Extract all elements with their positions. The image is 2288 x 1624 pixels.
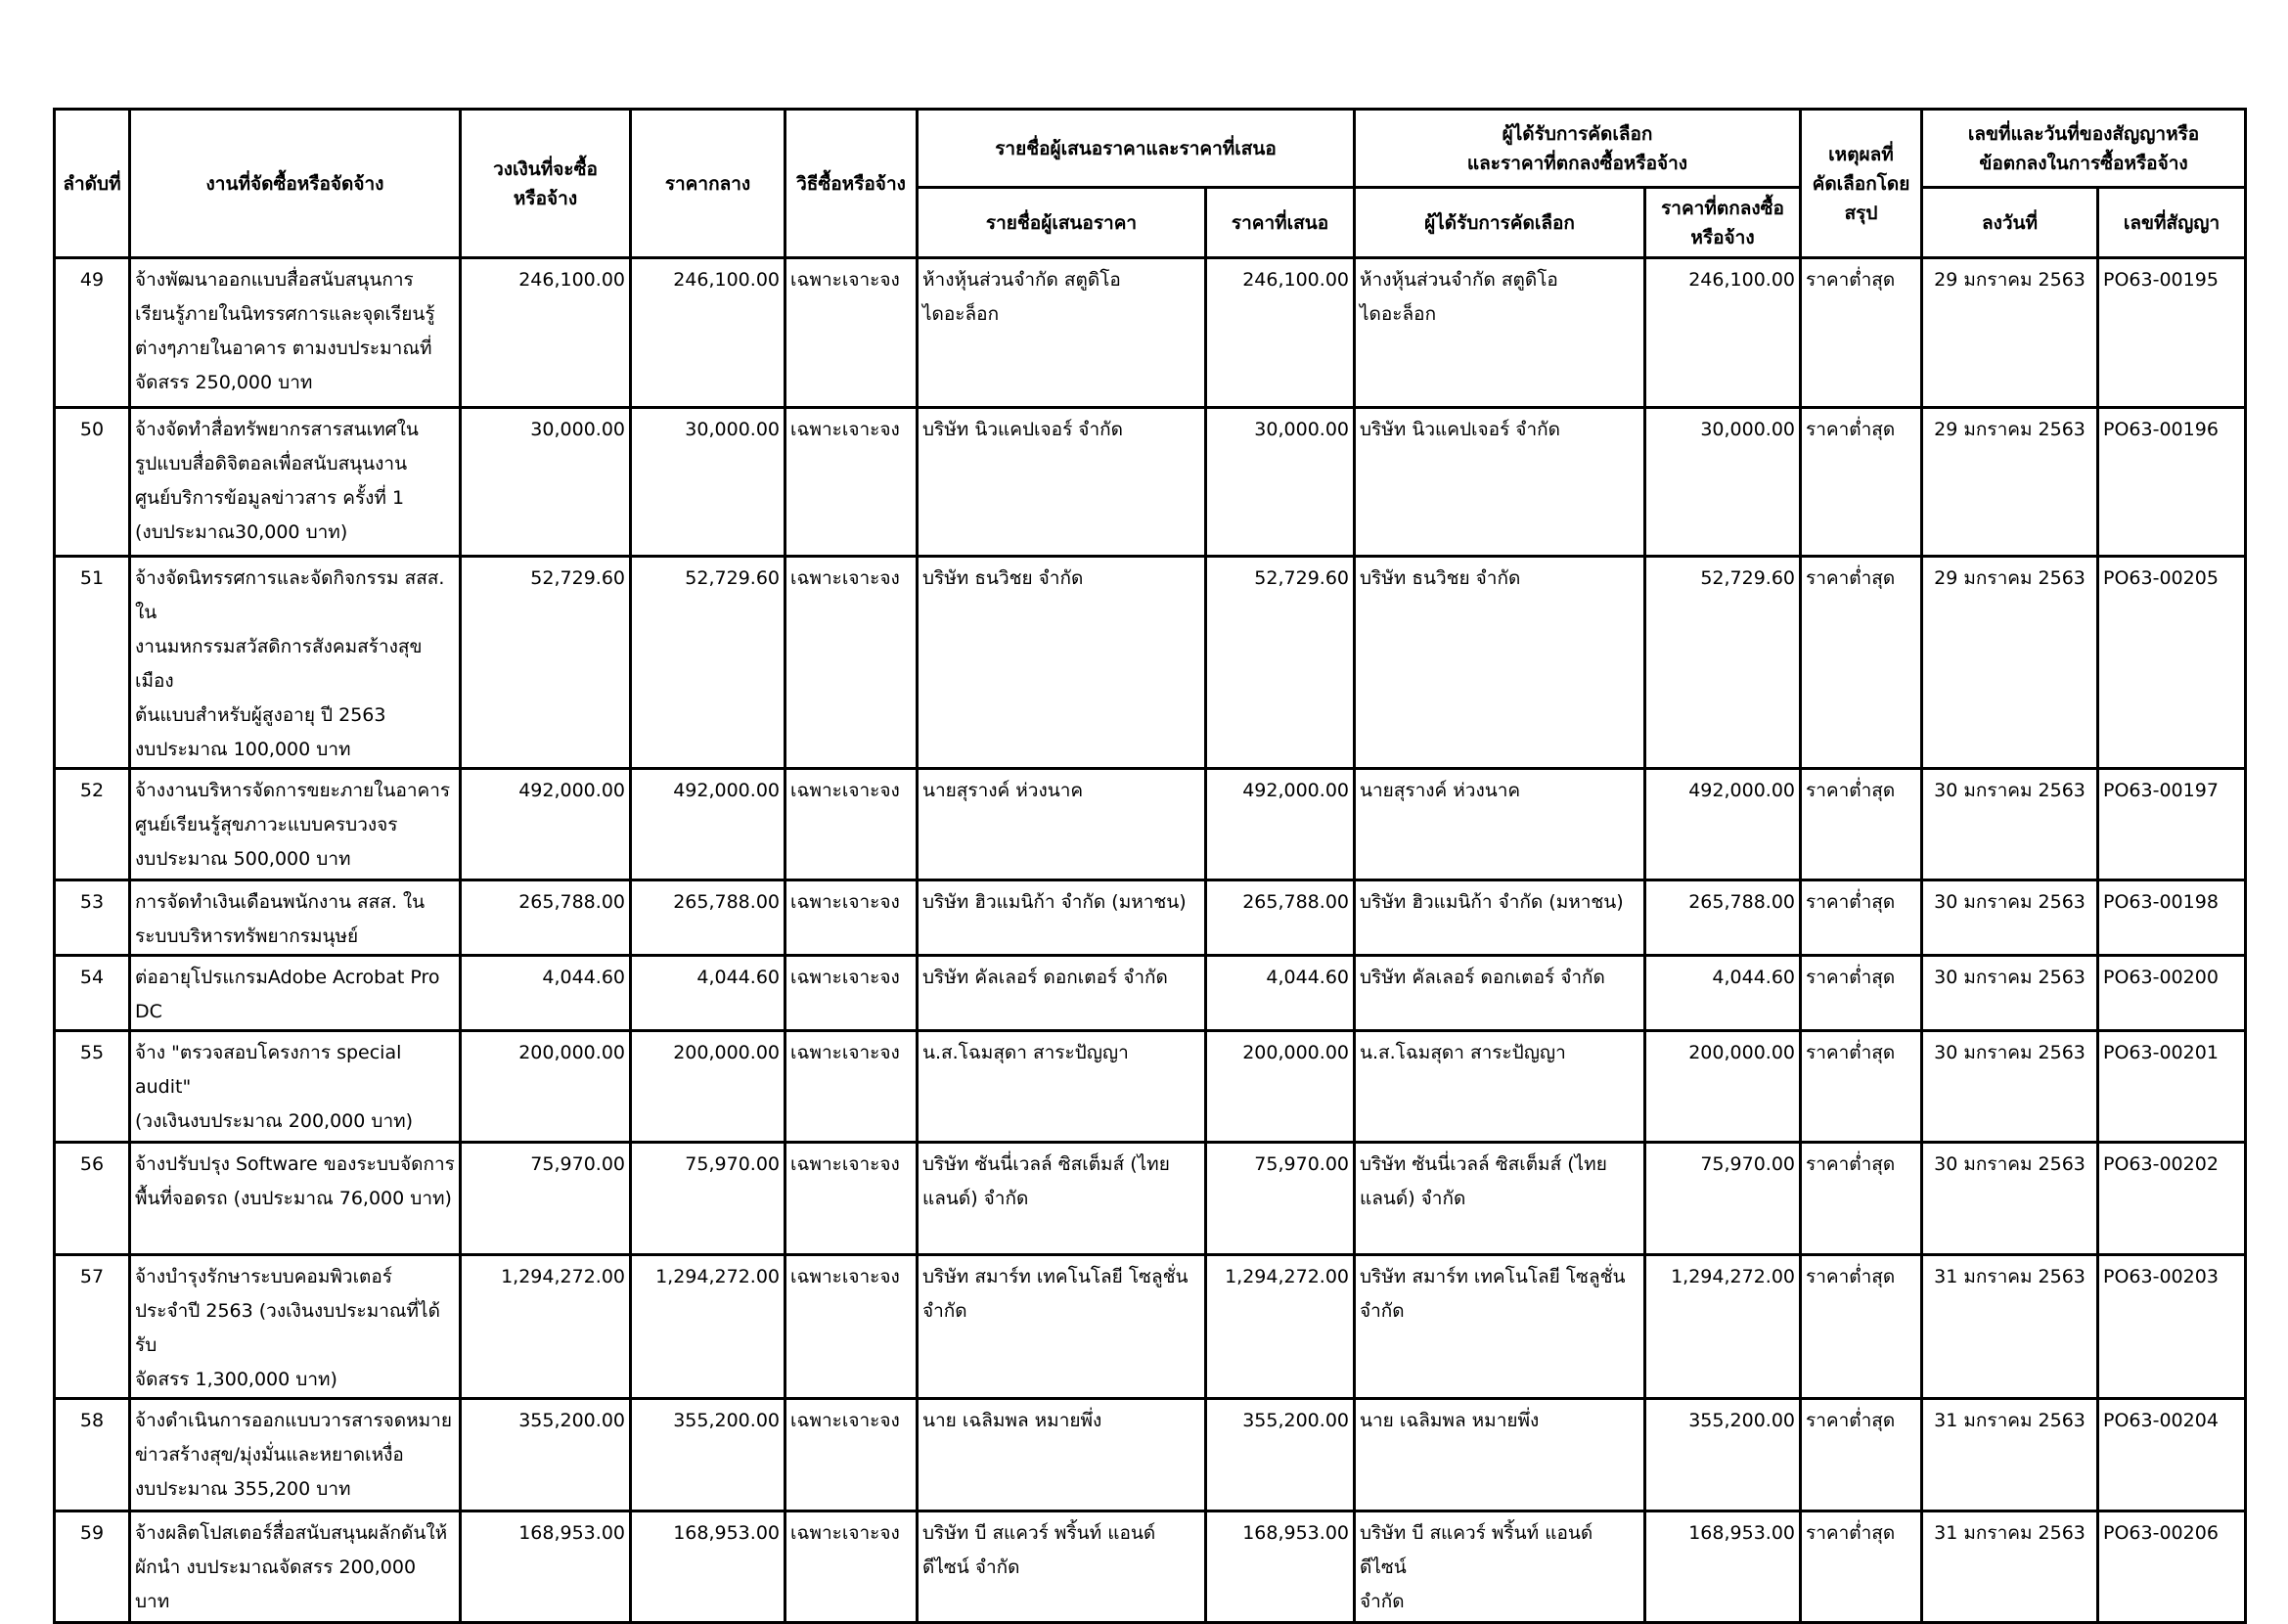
cell-contract-no: PO63-00205 [2098, 557, 2246, 769]
cell-work [130, 1255, 461, 1399]
cell-median: 355,200.00 [631, 1399, 785, 1511]
cell-budget: 492,000.00 [461, 769, 631, 880]
cell-median: 246,100.00 [631, 258, 785, 408]
header-agreed-line2: หรือจ้าง [1690, 226, 1755, 248]
cell-median: 200,000.00 [631, 1031, 785, 1143]
cell-agreed-price: 1,294,272.00 [1645, 1255, 1801, 1399]
cell-work-line: จ้างดำเนินการออกแบบวารสารจดหมาย [135, 1410, 452, 1431]
cell-work-line: ประจำปี 2563 (วงเงินงบประมาณที่ได้รับ [135, 1300, 440, 1356]
cell-bidder-name [918, 1143, 1206, 1255]
procurement-table [53, 108, 2247, 1624]
cell-contract-no: PO63-00202 [2098, 1143, 2246, 1255]
cell-work-line: งบประมาณ 500,000 บาท [135, 848, 351, 870]
header-agreed-line1: ราคาที่ตกลงซื้อ [1661, 197, 1784, 219]
cell-no: 54 [55, 956, 130, 1031]
cell-method: เฉพาะเจาะจง [785, 1511, 918, 1623]
cell-median: 265,788.00 [631, 880, 785, 956]
cell-work-line: ระบบบริหารทรัพยากรมนุษย์ [135, 925, 359, 947]
cell-contract-no: PO63-00203 [2098, 1255, 2246, 1399]
cell-no: 55 [55, 1031, 130, 1143]
cell-selected-name [1355, 769, 1645, 880]
cell-budget: 168,953.00 [461, 1511, 631, 1623]
cell-bid-price: 492,000.00 [1206, 769, 1355, 880]
cell-reason: ราคาต่ำสุด [1801, 1511, 1922, 1623]
cell-no: 59 [55, 1511, 130, 1623]
cell-reason: ราคาต่ำสุด [1801, 557, 1922, 769]
header-bidders-group: รายชื่อผู้เสนอราคาและราคาที่เสนอ [918, 110, 1355, 188]
cell-bid-price: 168,953.00 [1206, 1511, 1355, 1623]
cell-bidder-name [918, 258, 1206, 408]
cell-work-line: จ้างปรับปรุง Software ของระบบจัดการ [135, 1153, 455, 1175]
cell-work-line: ข่าวสร้างสุข/มุ่งมั่นและหยาดเหงื่อ [135, 1444, 404, 1466]
cell-contract-no: PO63-00206 [2098, 1511, 2246, 1623]
cell-bid-price: 355,200.00 [1206, 1399, 1355, 1511]
cell-date: 31 มกราคม 2563 [1922, 1255, 2098, 1399]
cell-bidder-name [918, 408, 1206, 557]
cell-selected-name-line: บริษัท นิวแคปเจอร์ จำกัด [1360, 419, 1560, 440]
cell-work-line: จ้างผลิตโปสเตอร์สื่อสนับสนุนผลักดันให้ [135, 1522, 448, 1544]
cell-bidder-name [918, 880, 1206, 956]
cell-reason: ราคาต่ำสุด [1801, 880, 1922, 956]
cell-bidder-name-line: ดีไซน์ จำกัด [922, 1556, 1020, 1578]
cell-work-line: ต่ออายุโปรแกรมAdobe Acrobat Pro DC [135, 967, 440, 1022]
cell-contract-no: PO63-00200 [2098, 956, 2246, 1031]
cell-selected-name-line: จำกัด [1360, 1300, 1405, 1322]
header-selected-line2: และราคาที่ตกลงซื้อหรือจ้าง [1466, 152, 1688, 174]
cell-reason: ราคาต่ำสุด [1801, 1031, 1922, 1143]
cell-selected-name [1355, 258, 1645, 408]
header-no: ลำดับที่ [55, 110, 130, 258]
cell-median: 492,000.00 [631, 769, 785, 880]
cell-bid-price: 52,729.60 [1206, 557, 1355, 769]
cell-selected-name-line: บริษัท ธนวิชย จำกัด [1360, 567, 1521, 589]
cell-bidder-name [918, 1255, 1206, 1399]
cell-bidder-name-line: บริษัท ฮิวแมนิก้า จำกัด (มหาชน) [922, 891, 1187, 913]
cell-selected-name-line: บริษัท บี สแควร์ พริ้นท์ แอนด์ ดีไซน์ [1360, 1522, 1593, 1578]
table-header [55, 110, 2246, 258]
cell-work-line: ศูนย์เรียนรู้สุขภาวะแบบครบวงจร [135, 814, 398, 835]
procurement-report-page [53, 108, 2244, 1624]
cell-reason: ราคาต่ำสุด [1801, 1399, 1922, 1511]
cell-bidder-name-line: บริษัท ธนวิชย จำกัด [922, 567, 1084, 589]
cell-budget: 4,044.60 [461, 956, 631, 1031]
cell-bid-price: 1,294,272.00 [1206, 1255, 1355, 1399]
cell-agreed-price: 246,100.00 [1645, 258, 1801, 408]
cell-bidder-name-line: บริษัท นิวแคปเจอร์ จำกัด [922, 419, 1123, 440]
header-budget-line2: หรือจ้าง [513, 187, 578, 209]
cell-selected-name-line: บริษัท คัลเลอร์ ดอกเตอร์ จำกัด [1360, 967, 1605, 988]
cell-work-line: งานมหกรรมสวัสดิการสังคมสร้างสุขเมือง [135, 636, 423, 692]
cell-selected-name [1355, 1255, 1645, 1399]
cell-agreed-price: 200,000.00 [1645, 1031, 1801, 1143]
header-work: งานที่จัดซื้อหรือจัดจ้าง [130, 110, 461, 258]
cell-date: 29 มกราคม 2563 [1922, 258, 2098, 408]
header-reason [1801, 110, 1922, 258]
cell-no: 58 [55, 1399, 130, 1511]
cell-selected-name [1355, 557, 1645, 769]
cell-method: เฉพาะเจาะจง [785, 880, 918, 956]
header-reason-line1: เหตุผลที่ [1828, 143, 1894, 165]
table-row [55, 880, 2246, 956]
cell-method: เฉพาะเจาะจง [785, 1255, 918, 1399]
cell-bid-price: 4,044.60 [1206, 956, 1355, 1031]
cell-work-line: การจัดทำเงินเดือนพนักงาน สสส. ใน [135, 891, 426, 913]
cell-selected-name [1355, 880, 1645, 956]
cell-selected-name-line: บริษัท ฮิวแมนิก้า จำกัด (มหาชน) [1360, 891, 1624, 913]
cell-work [130, 258, 461, 408]
cell-date: 29 มกราคม 2563 [1922, 408, 2098, 557]
cell-work-line: ต่างๆภายในอาคาร ตามงบประมาณที่ [135, 338, 432, 359]
header-reason-line2: คัดเลือกโดย [1812, 172, 1910, 195]
cell-budget: 200,000.00 [461, 1031, 631, 1143]
cell-selected-name [1355, 1399, 1645, 1511]
header-date: ลงวันที่ [1922, 188, 2098, 258]
cell-work-line: ผักนำ งบประมาณจัดสรร 200,000 บาท [135, 1556, 417, 1612]
cell-bid-price: 30,000.00 [1206, 408, 1355, 557]
table-body [55, 258, 2246, 1623]
cell-median: 75,970.00 [631, 1143, 785, 1255]
cell-method: เฉพาะเจาะจง [785, 769, 918, 880]
cell-work-line: (วงเงินงบประมาณ 200,000 บาท) [135, 1110, 414, 1132]
cell-reason: ราคาต่ำสุด [1801, 408, 1922, 557]
cell-work [130, 408, 461, 557]
cell-bid-price: 246,100.00 [1206, 258, 1355, 408]
cell-median: 30,000.00 [631, 408, 785, 557]
cell-work-line: จ้าง "ตรวจสอบโครงการ special audit" [135, 1042, 402, 1098]
cell-agreed-price: 168,953.00 [1645, 1511, 1801, 1623]
cell-work-line: จัดสรร 1,300,000 บาท) [135, 1369, 337, 1390]
header-contract-no: เลขที่สัญญา [2098, 188, 2246, 258]
cell-budget: 355,200.00 [461, 1399, 631, 1511]
cell-work-line: จ้างจัดนิทรรศการและจัดกิจกรรม สสส. ใน [135, 567, 445, 623]
cell-method: เฉพาะเจาะจง [785, 408, 918, 557]
cell-selected-name-line: แลนด์) จำกัด [1360, 1188, 1466, 1209]
cell-agreed-price: 4,044.60 [1645, 956, 1801, 1031]
header-budget-line1: วงเงินที่จะซื้อ [493, 158, 598, 180]
cell-bidder-name-line: บริษัท คัลเลอร์ ดอกเตอร์ จำกัด [922, 967, 1168, 988]
cell-budget: 265,788.00 [461, 880, 631, 956]
cell-bidder-name-line: นาย เฉลิมพล หมายพึ่ง [922, 1410, 1102, 1431]
cell-bidder-name-line: บริษัท บี สแควร์ พริ้นท์ แอนด์ [922, 1522, 1156, 1544]
cell-selected-name [1355, 956, 1645, 1031]
table-row [55, 1143, 2246, 1255]
cell-selected-name [1355, 1143, 1645, 1255]
header-bidder-name: รายชื่อผู้เสนอราคา [918, 188, 1206, 258]
cell-budget: 1,294,272.00 [461, 1255, 631, 1399]
cell-agreed-price: 492,000.00 [1645, 769, 1801, 880]
cell-work [130, 769, 461, 880]
header-agreed-price [1645, 188, 1801, 258]
cell-work-line: จ้างงานบริหารจัดการขยะภายในอาคาร [135, 780, 451, 801]
header-selected-line1: ผู้ได้รับการคัดเลือก [1502, 122, 1653, 145]
table-row [55, 956, 2246, 1031]
cell-bid-price: 75,970.00 [1206, 1143, 1355, 1255]
cell-budget: 52,729.60 [461, 557, 631, 769]
cell-method: เฉพาะเจาะจง [785, 956, 918, 1031]
cell-method: เฉพาะเจาะจง [785, 1399, 918, 1511]
cell-bidder-name-line: บริษัท ซันนี่เวลล์ ซิสเต็มส์ (ไทย [922, 1153, 1170, 1175]
cell-date: 31 มกราคม 2563 [1922, 1511, 2098, 1623]
header-selected-name: ผู้ได้รับการคัดเลือก [1355, 188, 1645, 258]
cell-bidder-name-line: แลนด์) จำกัด [922, 1188, 1029, 1209]
cell-agreed-price: 52,729.60 [1645, 557, 1801, 769]
cell-work [130, 880, 461, 956]
cell-bidder-name [918, 769, 1206, 880]
cell-contract-no: PO63-00204 [2098, 1399, 2246, 1511]
cell-agreed-price: 75,970.00 [1645, 1143, 1801, 1255]
cell-contract-no: PO63-00195 [2098, 258, 2246, 408]
cell-agreed-price: 265,788.00 [1645, 880, 1801, 956]
cell-bid-price: 200,000.00 [1206, 1031, 1355, 1143]
header-contract-line2: ข้อตกลงในการซื้อหรือจ้าง [1979, 152, 2188, 174]
cell-date: 31 มกราคม 2563 [1922, 1399, 2098, 1511]
cell-work-line: รูปแบบสื่อดิจิตอลเพื่อสนับสนุนงาน [135, 453, 408, 474]
cell-work [130, 956, 461, 1031]
header-contract-line1: เลขที่และวันที่ของสัญญาหรือ [1967, 122, 2200, 145]
cell-no: 53 [55, 880, 130, 956]
header-reason-line3: สรุป [1844, 202, 1878, 224]
header-selected-group [1355, 110, 1801, 188]
cell-agreed-price: 355,200.00 [1645, 1399, 1801, 1511]
table-row [55, 769, 2246, 880]
cell-work-line: เรียนรู้ภายในนิทรรศการและจุดเรียนรู้ [135, 303, 435, 325]
cell-work [130, 1031, 461, 1143]
cell-contract-no: PO63-00196 [2098, 408, 2246, 557]
cell-work-line: พื้นที่จอดรถ (งบประมาณ 76,000 บาท) [135, 1188, 452, 1209]
cell-budget: 246,100.00 [461, 258, 631, 408]
cell-no: 56 [55, 1143, 130, 1255]
cell-bidder-name [918, 1399, 1206, 1511]
header-median: ราคากลาง [631, 110, 785, 258]
cell-reason: ราคาต่ำสุด [1801, 258, 1922, 408]
table-row [55, 1399, 2246, 1511]
table-row [55, 557, 2246, 769]
table-row [55, 1031, 2246, 1143]
cell-date: 30 มกราคม 2563 [1922, 769, 2098, 880]
cell-selected-name [1355, 408, 1645, 557]
cell-method: เฉพาะเจาะจง [785, 557, 918, 769]
cell-work-line: ต้นแบบสำหรับผู้สูงอายุ ปี 2563 [135, 704, 386, 726]
cell-work-line: งบประมาณ 355,200 บาท [135, 1478, 351, 1500]
cell-selected-name-line: ห้างหุ้นส่วนจำกัด สตูดิโอ ไดอะล็อก [1360, 269, 1558, 325]
cell-bidder-name-line: จำกัด [922, 1300, 967, 1322]
cell-reason: ราคาต่ำสุด [1801, 769, 1922, 880]
cell-median: 4,044.60 [631, 956, 785, 1031]
cell-selected-name-line: บริษัท ซันนี่เวลล์ ซิสเต็มส์ (ไทย [1360, 1153, 1607, 1175]
cell-work-line: จ้างพัฒนาออกแบบสื่อสนับสนุนการ [135, 269, 414, 291]
cell-method: เฉพาะเจาะจง [785, 258, 918, 408]
cell-reason: ราคาต่ำสุด [1801, 1255, 1922, 1399]
cell-contract-no: PO63-00197 [2098, 769, 2246, 880]
cell-selected-name-line: จำกัด [1360, 1591, 1405, 1612]
cell-reason: ราคาต่ำสุด [1801, 1143, 1922, 1255]
cell-method: เฉพาะเจาะจง [785, 1031, 918, 1143]
cell-bidder-name [918, 1511, 1206, 1623]
cell-bidder-name-line: น.ส.โฉมสุดา สาระปัญญา [922, 1042, 1129, 1063]
cell-work-line: จ้างจัดทำสื่อทรัพยากรสารสนเทศใน [135, 419, 419, 440]
cell-method: เฉพาะเจาะจง [785, 1143, 918, 1255]
cell-work-line: จัดสรร 250,000 บาท [135, 372, 313, 393]
cell-date: 30 มกราคม 2563 [1922, 880, 2098, 956]
cell-work [130, 1399, 461, 1511]
header-budget [461, 110, 631, 258]
cell-bid-price: 265,788.00 [1206, 880, 1355, 956]
table-row [55, 1255, 2246, 1399]
cell-date: 30 มกราคม 2563 [1922, 956, 2098, 1031]
cell-selected-name [1355, 1511, 1645, 1623]
cell-work [130, 557, 461, 769]
cell-reason: ราคาต่ำสุด [1801, 956, 1922, 1031]
cell-work-line: งบประมาณ 100,000 บาท [135, 739, 351, 760]
cell-selected-name [1355, 1031, 1645, 1143]
cell-work-line: (งบประมาณ30,000 บาท) [135, 521, 348, 543]
cell-work-line: ศูนย์บริการข้อมูลข่าวสาร ครั้งที่ 1 [135, 487, 405, 509]
cell-contract-no: PO63-00198 [2098, 880, 2246, 956]
cell-median: 1,294,272.00 [631, 1255, 785, 1399]
cell-selected-name-line: นายสุรางค์ ห่วงนาค [1360, 780, 1521, 801]
cell-median: 168,953.00 [631, 1511, 785, 1623]
header-contract-group [1922, 110, 2246, 188]
cell-date: 30 มกราคม 2563 [1922, 1031, 2098, 1143]
cell-no: 51 [55, 557, 130, 769]
cell-no: 57 [55, 1255, 130, 1399]
table-row [55, 1511, 2246, 1623]
cell-selected-name-line: น.ส.โฉมสุดา สาระปัญญา [1360, 1042, 1566, 1063]
cell-work [130, 1143, 461, 1255]
header-bid-price: ราคาที่เสนอ [1206, 188, 1355, 258]
cell-work-line: จ้างบำรุงรักษาระบบคอมพิวเตอร์ [135, 1266, 393, 1287]
cell-date: 29 มกราคม 2563 [1922, 557, 2098, 769]
cell-work [130, 1511, 461, 1623]
cell-contract-no: PO63-00201 [2098, 1031, 2246, 1143]
cell-selected-name-line: นาย เฉลิมพล หมายพึ่ง [1360, 1410, 1540, 1431]
cell-median: 52,729.60 [631, 557, 785, 769]
cell-selected-name-line: บริษัท สมาร์ท เทคโนโลยี โซลูชั่น [1360, 1266, 1626, 1287]
cell-bidder-name-line: ห้างหุ้นส่วนจำกัด สตูดิโอ ไดอะล็อก [922, 269, 1121, 325]
cell-budget: 30,000.00 [461, 408, 631, 557]
cell-no: 52 [55, 769, 130, 880]
cell-bidder-name [918, 557, 1206, 769]
cell-no: 50 [55, 408, 130, 557]
cell-budget: 75,970.00 [461, 1143, 631, 1255]
header-method: วิธีซื้อหรือจ้าง [785, 110, 918, 258]
cell-bidder-name [918, 1031, 1206, 1143]
cell-bidder-name [918, 956, 1206, 1031]
cell-date: 30 มกราคม 2563 [1922, 1143, 2098, 1255]
table-row [55, 408, 2246, 557]
cell-bidder-name-line: บริษัท สมาร์ท เทคโนโลยี โซลูชั่น [922, 1266, 1189, 1287]
cell-no: 49 [55, 258, 130, 408]
cell-agreed-price: 30,000.00 [1645, 408, 1801, 557]
table-row [55, 258, 2246, 408]
cell-bidder-name-line: นายสุรางค์ ห่วงนาค [922, 780, 1084, 801]
